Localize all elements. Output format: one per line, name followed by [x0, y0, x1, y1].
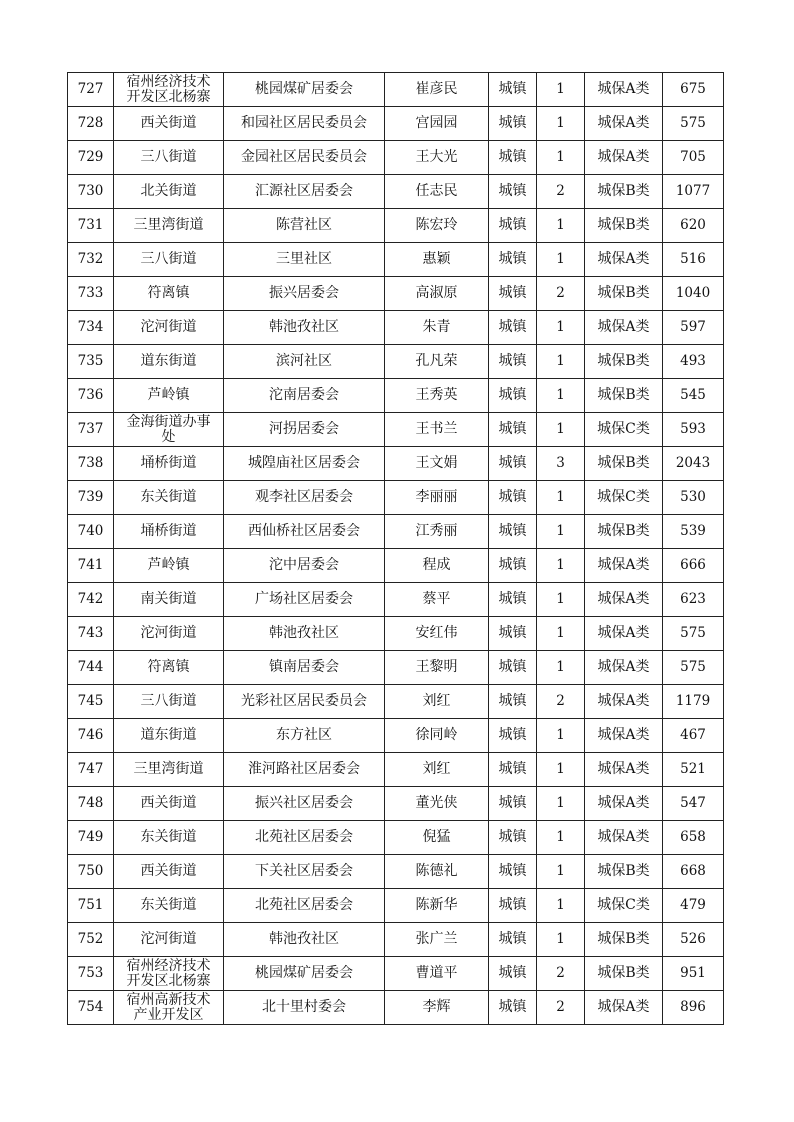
street-office: 西关街道: [114, 787, 224, 821]
serial-number: 750: [68, 855, 114, 889]
roster-table: [67, 72, 724, 1025]
recipient-name: 任志民: [385, 175, 489, 209]
serial-number: 743: [68, 617, 114, 651]
assistance-amount: 539: [663, 515, 724, 549]
recipient-name: 陈德礼: [385, 855, 489, 889]
street-office: 道东街道: [114, 719, 224, 753]
street-office: 符离镇: [114, 651, 224, 685]
household-count: 1: [537, 821, 585, 855]
table-row: [68, 209, 724, 243]
assistance-category: 城保B类: [585, 277, 663, 311]
table-row: [68, 617, 724, 651]
recipient-name: 宫园园: [385, 107, 489, 141]
community-committee: 汇源社区居委会: [224, 175, 385, 209]
table-row: [68, 447, 724, 481]
street-office: 宿州高新技术产业开发区: [114, 991, 224, 1025]
community-committee: 振兴居委会: [224, 277, 385, 311]
household-count: 1: [537, 413, 585, 447]
assistance-amount: 479: [663, 889, 724, 923]
recipient-name: 李丽丽: [385, 481, 489, 515]
residence-type: 城镇: [489, 549, 537, 583]
recipient-name: 王秀英: [385, 379, 489, 413]
table-row: [68, 243, 724, 277]
assistance-category: 城保B类: [585, 855, 663, 889]
assistance-category: 城保B类: [585, 515, 663, 549]
assistance-category: 城保C类: [585, 889, 663, 923]
serial-number: 727: [68, 73, 114, 107]
street-office: 沱河街道: [114, 311, 224, 345]
assistance-category: 城保A类: [585, 583, 663, 617]
assistance-amount: 597: [663, 311, 724, 345]
assistance-amount: 575: [663, 651, 724, 685]
assistance-category: 城保A类: [585, 73, 663, 107]
assistance-amount: 575: [663, 107, 724, 141]
street-office: 三里湾街道: [114, 753, 224, 787]
street-office: 金海街道办事处: [114, 413, 224, 447]
assistance-amount: 951: [663, 957, 724, 991]
table-row: [68, 277, 724, 311]
community-committee: 镇南居委会: [224, 651, 385, 685]
community-committee: 河拐居委会: [224, 413, 385, 447]
table-row: [68, 583, 724, 617]
residence-type: 城镇: [489, 243, 537, 277]
household-count: 1: [537, 855, 585, 889]
household-count: 1: [537, 753, 585, 787]
community-committee: 韩池孜社区: [224, 311, 385, 345]
assistance-category: 城保B类: [585, 923, 663, 957]
street-office: 宿州经济技术开发区北杨寨: [114, 73, 224, 107]
assistance-category: 城保B类: [585, 379, 663, 413]
household-count: 2: [537, 685, 585, 719]
assistance-amount: 1077: [663, 175, 724, 209]
residence-type: 城镇: [489, 991, 537, 1025]
serial-number: 739: [68, 481, 114, 515]
serial-number: 744: [68, 651, 114, 685]
residence-type: 城镇: [489, 515, 537, 549]
recipient-name: 倪猛: [385, 821, 489, 855]
assistance-amount: 547: [663, 787, 724, 821]
recipient-name: 曹道平: [385, 957, 489, 991]
community-committee: 金园社区居民委员会: [224, 141, 385, 175]
residence-type: 城镇: [489, 685, 537, 719]
serial-number: 745: [68, 685, 114, 719]
serial-number: 753: [68, 957, 114, 991]
household-count: 1: [537, 481, 585, 515]
recipient-name: 刘红: [385, 753, 489, 787]
household-count: 1: [537, 379, 585, 413]
serial-number: 728: [68, 107, 114, 141]
residence-type: 城镇: [489, 787, 537, 821]
recipient-name: 蔡平: [385, 583, 489, 617]
street-office: 宿州经济技术开发区北杨寨: [114, 957, 224, 991]
residence-type: 城镇: [489, 753, 537, 787]
street-office: 芦岭镇: [114, 549, 224, 583]
community-committee: 桃园煤矿居委会: [224, 73, 385, 107]
assistance-amount: 516: [663, 243, 724, 277]
recipient-name: 王文娟: [385, 447, 489, 481]
table-row: [68, 991, 724, 1025]
recipient-name: 徐同岭: [385, 719, 489, 753]
residence-type: 城镇: [489, 889, 537, 923]
residence-type: 城镇: [489, 345, 537, 379]
assistance-category: 城保A类: [585, 685, 663, 719]
residence-type: 城镇: [489, 311, 537, 345]
recipient-name: 张广兰: [385, 923, 489, 957]
household-count: 2: [537, 957, 585, 991]
street-office: 芦岭镇: [114, 379, 224, 413]
assistance-amount: 705: [663, 141, 724, 175]
community-committee: 北十里村委会: [224, 991, 385, 1025]
assistance-category: 城保C类: [585, 413, 663, 447]
table-row: [68, 73, 724, 107]
household-count: 1: [537, 923, 585, 957]
table-row: [68, 107, 724, 141]
residence-type: 城镇: [489, 175, 537, 209]
serial-number: 730: [68, 175, 114, 209]
table-row: [68, 413, 724, 447]
table-row: [68, 515, 724, 549]
serial-number: 732: [68, 243, 114, 277]
household-count: 1: [537, 311, 585, 345]
assistance-amount: 467: [663, 719, 724, 753]
assistance-amount: 658: [663, 821, 724, 855]
recipient-name: 朱青: [385, 311, 489, 345]
street-office: 北关街道: [114, 175, 224, 209]
serial-number: 754: [68, 991, 114, 1025]
household-count: 1: [537, 345, 585, 379]
serial-number: 741: [68, 549, 114, 583]
household-count: 1: [537, 889, 585, 923]
community-committee: 三里社区: [224, 243, 385, 277]
serial-number: 735: [68, 345, 114, 379]
serial-number: 748: [68, 787, 114, 821]
street-office: 三八街道: [114, 685, 224, 719]
street-office: 南关街道: [114, 583, 224, 617]
household-count: 1: [537, 243, 585, 277]
residence-type: 城镇: [489, 481, 537, 515]
assistance-category: 城保A类: [585, 107, 663, 141]
assistance-amount: 623: [663, 583, 724, 617]
household-count: 1: [537, 73, 585, 107]
assistance-category: 城保A类: [585, 753, 663, 787]
street-office: 埇桥街道: [114, 515, 224, 549]
household-count: 1: [537, 549, 585, 583]
serial-number: 747: [68, 753, 114, 787]
residence-type: 城镇: [489, 617, 537, 651]
residence-type: 城镇: [489, 73, 537, 107]
serial-number: 729: [68, 141, 114, 175]
community-committee: 广场社区居委会: [224, 583, 385, 617]
table-row: [68, 719, 724, 753]
table-row: [68, 821, 724, 855]
table-row: [68, 549, 724, 583]
household-count: 3: [537, 447, 585, 481]
assistance-amount: 530: [663, 481, 724, 515]
serial-number: 751: [68, 889, 114, 923]
assistance-amount: 2043: [663, 447, 724, 481]
assistance-category: 城保A类: [585, 821, 663, 855]
community-committee: 北苑社区居委会: [224, 889, 385, 923]
assistance-amount: 526: [663, 923, 724, 957]
household-count: 1: [537, 583, 585, 617]
table-row: [68, 753, 724, 787]
table-row: [68, 651, 724, 685]
residence-type: 城镇: [489, 209, 537, 243]
community-committee: 下关社区居委会: [224, 855, 385, 889]
assistance-category: 城保A类: [585, 787, 663, 821]
household-count: 1: [537, 719, 585, 753]
assistance-category: 城保B类: [585, 345, 663, 379]
assistance-category: 城保B类: [585, 209, 663, 243]
serial-number: 733: [68, 277, 114, 311]
community-committee: 观李社区居委会: [224, 481, 385, 515]
community-committee: 北苑社区居委会: [224, 821, 385, 855]
serial-number: 740: [68, 515, 114, 549]
serial-number: 738: [68, 447, 114, 481]
assistance-amount: 675: [663, 73, 724, 107]
household-count: 1: [537, 617, 585, 651]
assistance-amount: 493: [663, 345, 724, 379]
recipient-name: 王书兰: [385, 413, 489, 447]
community-committee: 桃园煤矿居委会: [224, 957, 385, 991]
assistance-category: 城保C类: [585, 481, 663, 515]
assistance-category: 城保A类: [585, 651, 663, 685]
assistance-category: 城保A类: [585, 141, 663, 175]
recipient-name: 崔彦民: [385, 73, 489, 107]
street-office: 东关街道: [114, 821, 224, 855]
community-committee: 东方社区: [224, 719, 385, 753]
table-row: [68, 175, 724, 209]
table-row: [68, 141, 724, 175]
residence-type: 城镇: [489, 447, 537, 481]
assistance-amount: 666: [663, 549, 724, 583]
community-committee: 韩池孜社区: [224, 617, 385, 651]
household-count: 1: [537, 651, 585, 685]
assistance-category: 城保B类: [585, 175, 663, 209]
street-office: 沱河街道: [114, 923, 224, 957]
residence-type: 城镇: [489, 719, 537, 753]
assistance-amount: 620: [663, 209, 724, 243]
street-office: 三里湾街道: [114, 209, 224, 243]
assistance-category: 城保A类: [585, 719, 663, 753]
street-office: 西关街道: [114, 855, 224, 889]
residence-type: 城镇: [489, 651, 537, 685]
residence-type: 城镇: [489, 957, 537, 991]
assistance-category: 城保B类: [585, 957, 663, 991]
assistance-amount: 1040: [663, 277, 724, 311]
community-committee: 陈营社区: [224, 209, 385, 243]
street-office: 沱河街道: [114, 617, 224, 651]
community-committee: 振兴社区居委会: [224, 787, 385, 821]
assistance-amount: 575: [663, 617, 724, 651]
table-row: [68, 855, 724, 889]
table-row: [68, 481, 724, 515]
recipient-name: 王黎明: [385, 651, 489, 685]
recipient-name: 惠颖: [385, 243, 489, 277]
serial-number: 752: [68, 923, 114, 957]
residence-type: 城镇: [489, 379, 537, 413]
community-committee: 沱南居委会: [224, 379, 385, 413]
street-office: 东关街道: [114, 481, 224, 515]
table-row: [68, 889, 724, 923]
serial-number: 734: [68, 311, 114, 345]
residence-type: 城镇: [489, 141, 537, 175]
serial-number: 737: [68, 413, 114, 447]
street-office: 东关街道: [114, 889, 224, 923]
residence-type: 城镇: [489, 923, 537, 957]
community-committee: 和园社区居民委员会: [224, 107, 385, 141]
household-count: 2: [537, 277, 585, 311]
assistance-category: 城保A类: [585, 617, 663, 651]
street-office: 埇桥街道: [114, 447, 224, 481]
community-committee: 韩池孜社区: [224, 923, 385, 957]
assistance-amount: 545: [663, 379, 724, 413]
community-committee: 沱中居委会: [224, 549, 385, 583]
table-row: [68, 957, 724, 991]
table-row: [68, 923, 724, 957]
recipient-name: 孔凡荣: [385, 345, 489, 379]
assistance-category: 城保A类: [585, 991, 663, 1025]
residence-type: 城镇: [489, 107, 537, 141]
assistance-category: 城保A类: [585, 549, 663, 583]
assistance-amount: 593: [663, 413, 724, 447]
household-count: 1: [537, 209, 585, 243]
street-office: 三八街道: [114, 243, 224, 277]
community-committee: 西仙桥社区居委会: [224, 515, 385, 549]
assistance-category: 城保B类: [585, 447, 663, 481]
residence-type: 城镇: [489, 583, 537, 617]
household-count: 1: [537, 107, 585, 141]
residence-type: 城镇: [489, 413, 537, 447]
recipient-name: 刘红: [385, 685, 489, 719]
residence-type: 城镇: [489, 277, 537, 311]
serial-number: 749: [68, 821, 114, 855]
assistance-amount: 896: [663, 991, 724, 1025]
serial-number: 731: [68, 209, 114, 243]
household-count: 1: [537, 141, 585, 175]
table-row: [68, 311, 724, 345]
residence-type: 城镇: [489, 855, 537, 889]
assistance-amount: 668: [663, 855, 724, 889]
street-office: 三八街道: [114, 141, 224, 175]
recipient-name: 陈宏玲: [385, 209, 489, 243]
table-row: [68, 379, 724, 413]
community-committee: 光彩社区居民委员会: [224, 685, 385, 719]
community-committee: 淮河路社区居委会: [224, 753, 385, 787]
recipient-name: 高淑原: [385, 277, 489, 311]
household-count: 1: [537, 787, 585, 821]
street-office: 西关街道: [114, 107, 224, 141]
street-office: 道东街道: [114, 345, 224, 379]
household-count: 2: [537, 175, 585, 209]
street-office: 符离镇: [114, 277, 224, 311]
table-row: [68, 787, 724, 821]
recipient-name: 陈新华: [385, 889, 489, 923]
recipient-name: 李辉: [385, 991, 489, 1025]
recipient-name: 董光侠: [385, 787, 489, 821]
table-row: [68, 345, 724, 379]
table-row: [68, 685, 724, 719]
household-count: 2: [537, 991, 585, 1025]
household-count: 1: [537, 515, 585, 549]
serial-number: 742: [68, 583, 114, 617]
recipient-name: 程成: [385, 549, 489, 583]
community-committee: 滨河社区: [224, 345, 385, 379]
assistance-amount: 521: [663, 753, 724, 787]
roster-body: [68, 73, 724, 1025]
recipient-name: 江秀丽: [385, 515, 489, 549]
community-committee: 城隍庙社区居委会: [224, 447, 385, 481]
assistance-category: 城保A类: [585, 311, 663, 345]
residence-type: 城镇: [489, 821, 537, 855]
recipient-name: 安红伟: [385, 617, 489, 651]
assistance-category: 城保A类: [585, 243, 663, 277]
serial-number: 736: [68, 379, 114, 413]
assistance-amount: 1179: [663, 685, 724, 719]
recipient-name: 王大光: [385, 141, 489, 175]
serial-number: 746: [68, 719, 114, 753]
